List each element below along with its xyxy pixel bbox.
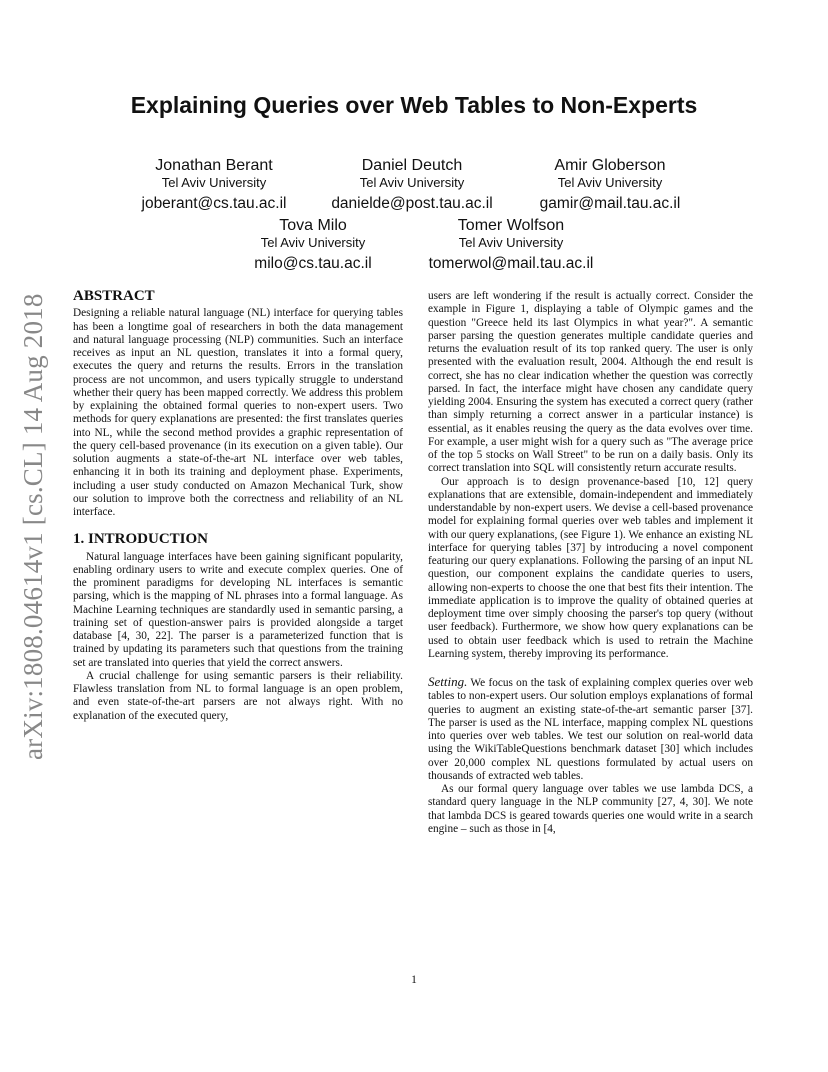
author-email: tomerwol@mail.tau.ac.il [428,255,594,272]
intro-heading: 1. INTRODUCTION [73,531,209,548]
left-column [73,290,403,723]
author-block [401,217,621,273]
author-name: Jonathan Berant [155,157,273,174]
author-email: joberant@cs.tau.ac.il [141,195,287,212]
author-affiliation: Tel Aviv University [359,175,465,190]
author-affiliation: Tel Aviv University [260,235,366,250]
author-name: Daniel Deutch [361,157,463,174]
arxiv-stamp: arXiv:1808.04614v1 [cs.CL] 14 Aug 2018 [18,293,48,760]
intro-paragraph: Our approach is to design provenance-based [10, 12] query explanations that are extensible, domain-independent and immediately understandable by non-expert users. We devise a cell-based provenance model for explaining formal queries over web tables and implement it with our query explanations, (see Figure 1). We enhance an existing NL interface for querying tables [37] by introducing a novel component featuring our query explanations. Following the parsing of an input NL question, our component explains the candidate queries to users, allowing non-experts to choose the one that best fits their intention. The immediate application is to improve the quality of obtained queries at deployment time over simply choosing the parser's top query (without user feedback). Furthermore, we show how query explanations can be used to obtain user feedback which is used to retrain the Machine Learning system, thereby improving its performance. [428,475,753,660]
setting-paragraph [428,675,753,783]
author-block [500,157,720,213]
author-email: milo@cs.tau.ac.il [254,255,372,272]
abstract-heading: ABSTRACT [73,288,155,304]
author-name: Amir Globerson [554,157,666,174]
setting-label: Setting. [428,674,468,689]
right-column [428,290,753,836]
author-name: Tomer Wolfson [457,217,565,234]
intro-paragraph: users are left wondering if the result is actually correct. Consider the example in Figure 1, displaying a table of Olympic games and the question "Greece held its last Olympics in what year?". A semantic parser parsing the question generates multiple candidate queries and returns the evaluation result of its top ranked query. The user is only presented with the evaluation result, 2004. Although the end result is correct, she has no clear indication whether the question was correctly parsed. In fact, the interface might have chosen any candidate query yielding 2004. Ensuring the system has executed a correct query (rather than simply returning a correct answer in a particular instance) is essential, as it enables reusing the query as the data evolves over time. For example, a user might wish for a query such as "The average price of the top 5 stocks on Wall Street" to be run on a daily basis. Only its correct translation into SQL will consistently return accurate results. [428,290,753,475]
author-block [302,157,522,213]
abstract-text: Designing a reliable natural language (NL) interface for querying tables has been a longtime goal of researchers in both the data management and natural language processing (NLP) communities. Such an interface receives as input an NL question, translates it into a formal query, executes the query and returns the results. Errors in the translation process are not uncommon, and users typically struggle to understand whether their query has been mapped correctly. We address this problem by explaining the obtained formal queries to non-expert users. Two methods for query explanations are presented: the first translates queries into NL, while the second method provides a graphic representation of the query cell-based provenance (in its execution on a given table). Our solution augments a state-of-the-art NL interface over web tables, enhancing it in both its training and deployment phase. Experiments, including a user study conducted on Amazon Mechanical Turk, show our solution to improve both the correctness and reliability of an NL interface. [73,307,403,518]
paper-title: Explaining Queries over Web Tables to Non-Experts [130,92,698,118]
setting-text: We focus on the task of explaining complex queries over web tables to non-expert users. Our solution employs explanations of formal queries to augment an existing state-of-the-art semantic parser [37]. The parser is used as the NL interface, mapping complex NL questions into queries over web tables. We test our solution on real-world data using the WikiTableQuestions benchmark dataset [30] which includes over 20,000 complex NL questions formulated by actual users on thousands of extracted web tables. [428,677,754,782]
page-number: 1 [411,974,417,986]
intro-paragraph: A crucial challenge for using semantic parsers is their reliability. Flawless translation from NL to formal language is an open problem, and even state-of-the-art parsers are not always right. With no explanation of the executed query, [73,669,403,722]
author-block [203,217,423,273]
intro-paragraph: As our formal query language over tables we use lambda DCS, a standard query language in the NLP community [27, 4, 30]. We note that lambda DCS is geared towards queries one would write in a search engine – such as those in [4, [428,783,753,835]
author-affiliation: Tel Aviv University [458,235,564,250]
author-affiliation: Tel Aviv University [557,175,663,190]
intro-paragraph: Natural language interfaces have been gaining significant popularity, enabling ordinary users to write and execute complex queries. One of the prominent paradigms for developing NL interfaces is semantic parsing, which is the mapping of NL phrases into a formal language. As Machine Learning techniques are standardly used in semantic parsing, a training set of question-answer pairs is provided alongside a target database [4, 30, 22]. The parser is a parameterized function that is trained by updating its parameters such that questions from the training set are translated into queries that yield the correct answers. [73,550,403,669]
author-email: danielde@post.tau.ac.il [331,195,493,212]
author-block [104,157,324,213]
author-affiliation: Tel Aviv University [161,175,267,190]
author-email: gamir@mail.tau.ac.il [539,195,681,212]
author-name: Tova Milo [279,217,347,234]
